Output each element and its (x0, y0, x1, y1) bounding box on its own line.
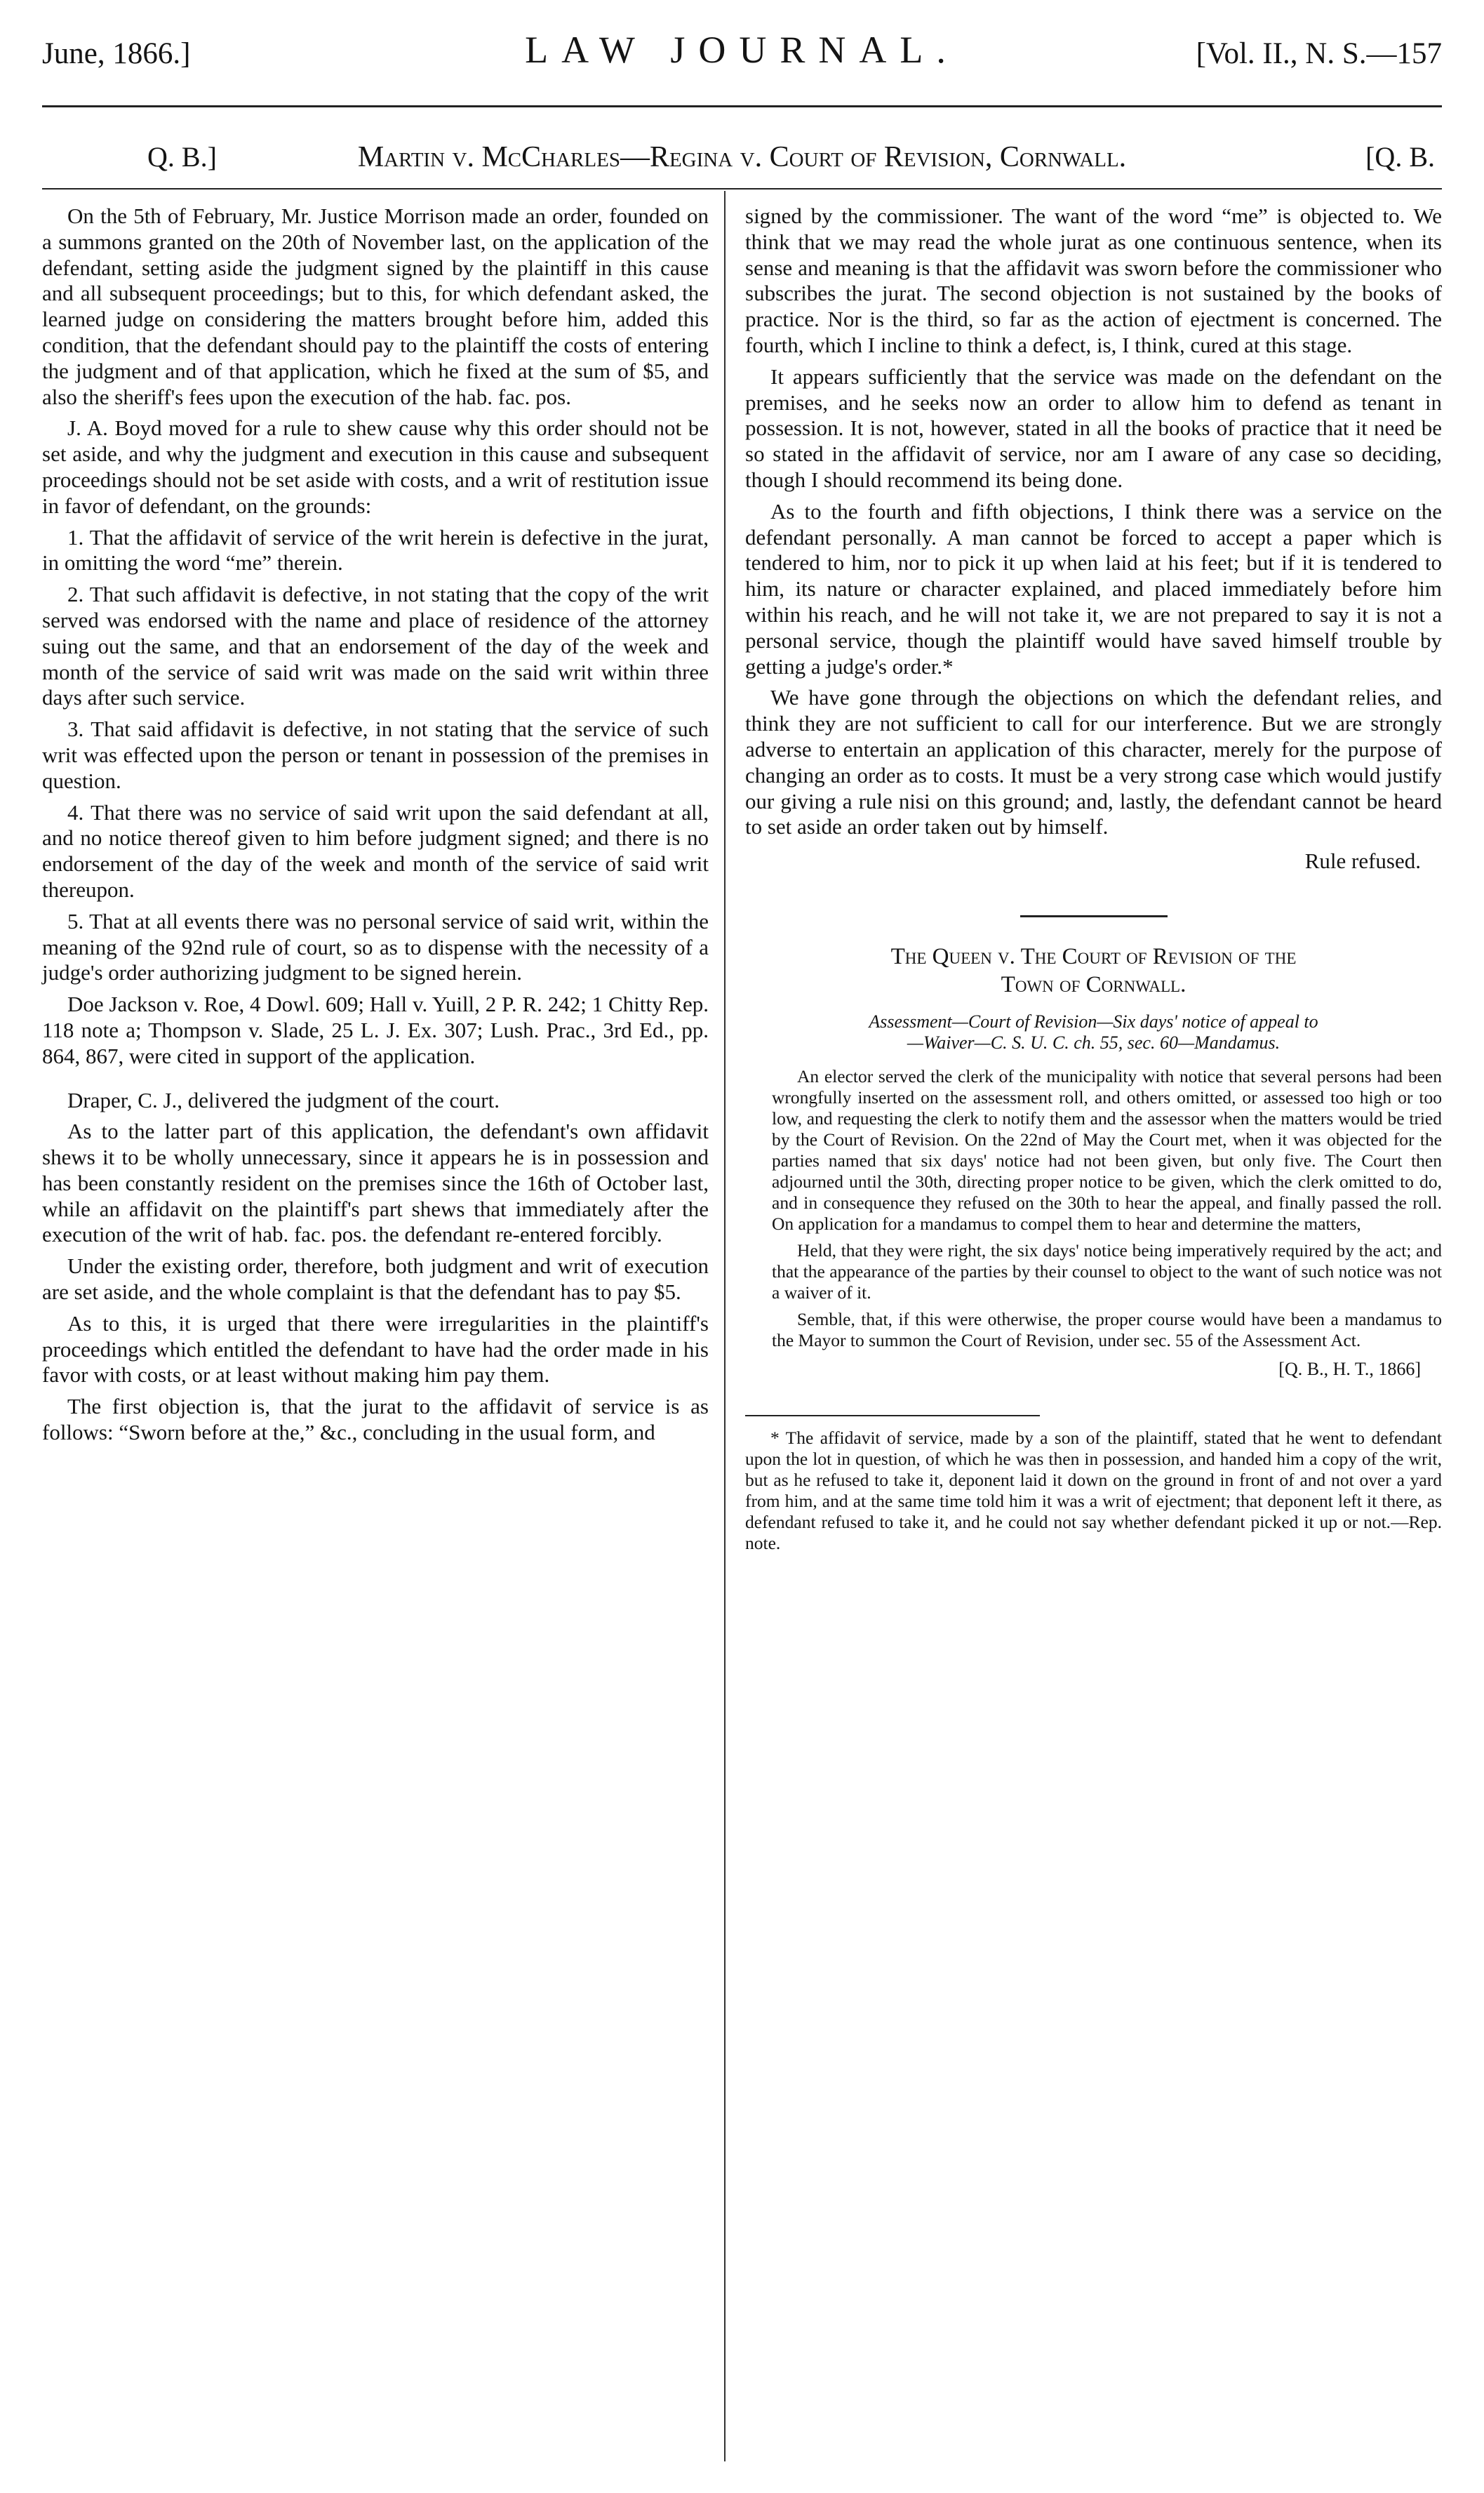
footnote-rule (745, 1415, 1040, 1416)
judgment-paragraph-8: We have gone through the objections on which the defendant relies, and think they are not sufficient to call for our interference. But we are strongly adverse to entertain an application of this character, merely for the purpose of changing an order as to costs. It must be a very strong case which would justify our giving a rule nisi on this ground; and, lastly, the defendant cannot be heard to set aside an order taken out by himself. (745, 685, 1442, 839)
cases-cited: Doe Jackson v. Roe, 4 Dowl. 609; Hall v. Yuill, 2 P. R. 242; 1 Chitty Rep. 118 note a; Thompson v. Slade, 25 L. J. Ex. 307; Lush. Prac., 3rd Ed., pp. 864, 867, were cited in support of the application. (42, 992, 709, 1068)
journal-title: LAW JOURNAL. (525, 29, 959, 71)
footnote: * The affidavit of service, made by a son of the plaintiff, stated that he went to defendant upon the lot in question, of which he was then in possession, and handed him a copy of the writ, but as he refused to take it, deponent laid it down on the ground in front of and not over a yard from him, and at the same time told him it was a writ of ejectment; that deponent left it there, as defendant refused to take it, and he could not say whether defendant picked it up or not.—Rep. note. (745, 1427, 1442, 1553)
volume-page: [Vol. II., N. S.—157 (1196, 37, 1442, 70)
ground-5: 5. That at all events there was no personal service of said writ, within the meaning of the 92nd rule of court, so as to dispense with the necessity of a judge's order authorizing judgment to be signed herein. (42, 908, 709, 985)
headnote-semble: Semble, that, if this were otherwise, the proper course would have been a mandamus to the Mayor to summon the Court of Revision, under sec. 55 of the Assessment Act. (772, 1308, 1442, 1350)
subheader-rule (42, 188, 1442, 190)
headnote-held: Held, that they were right, the six days' notice being imperatively required by the act; and that the appearance of the parties by their counsel to object to the want of such notice was not a waiver of it. (772, 1239, 1442, 1303)
case-keywords-line-1: Assessment—Court of Revision—Six days' notice of appeal to (869, 1011, 1318, 1032)
case-separator (1020, 915, 1168, 917)
column-divider (724, 191, 726, 2461)
case-header (42, 140, 1442, 182)
court-right: [Q. B. (1365, 141, 1435, 173)
second-case-title (745, 943, 1442, 999)
judgment-paragraph-6: It appears sufficiently that the service was made on the defendant on the premises, and he seeks now an order to allow him to defend as tenant in possession. It is not, however, stated in all the books of practice that it need be so stated in the affidavit of service, nor am I aware of any case so deciding, though I should recommend its being done. (745, 364, 1442, 492)
case-keywords-line-2: —Waiver—C. S. U. C. ch. 55, sec. 60—Mandamus. (907, 1032, 1281, 1053)
running-header (42, 28, 1442, 84)
judgment-intro: Draper, C. J., delivered the judgment of the court. (67, 1087, 500, 1112)
ground-1: 1. That the affidavit of service of the writ herein is defective in the jurat, in omitting the word “me” therein. (42, 524, 709, 576)
headnote-facts: An elector served the clerk of the municipality with notice that several persons had been wrongfully inserted on the assessment roll, and others omitted, or assessed too high or too low, and requesting the clerk to notify them and the assessor when the matters would be tried by the Court of Revision. On the 22nd of May the Court met, when it was objected for the parties named that six days' notice had not been given, but only five. The Court then adjourned until the 30th, directing proper notice to be given, which the clerk omitted to do, and in consequence they refused on the 30th to hear the appeal, and finally passed the roll. On application for a mandamus to compel them to hear and determine the matters, (772, 1065, 1442, 1234)
case-names: Martin v. McCharles—Regina v. Court of Revision, Cornwall. (357, 141, 1127, 173)
issue-date: June, 1866.] (42, 37, 191, 70)
judgment-paragraph-2: Under the existing order, therefore, both judgment and writ of execution are set aside, and the whole complaint is that the defendant has to pay $5. (42, 1254, 709, 1305)
second-case-title-line-1: The Queen v. The Court of Revision of the (890, 943, 1297, 969)
ground-3: 3. That said affidavit is defective, in not stating that the service of such writ was effected upon the person or tenant in possession of the premises in question. (42, 717, 709, 793)
header-rule (42, 105, 1442, 107)
order-paragraph: On the 5th of February, Mr. Justice Morrison made an order, founded on a summons granted on the 20th of November last, on the application of the defendant, setting aside the judgment signed by the plaintiff in this cause and all subsequent proceedings; but to this, for which defendant asked, the learned judge on considering the matters brought before him, added this condition, that the defendant should pay to the plaintiff the costs of entering the judgment and of that application, which he fixed at the sum of $5, and also the sheriff's fees upon the execution of the hab. fac. pos. (42, 204, 709, 409)
judgment-paragraph-7: As to the fourth and fifth objections, I think there was a service on the defendant personally. A man cannot be forced to accept a paper which is tendered to him, nor to pick it up when laid at his feet; but if it is tendered to him, its nature or character explained, and placed immediately before him within his reach, and he will not take it, we are not prepared to say it is not a personal service, though the plaintiff would have saved himself trouble by getting a judge's order.* (745, 498, 1442, 679)
second-case-title-line-2: Town of Cornwall. (1001, 971, 1186, 997)
judgment-paragraph-5: signed by the commissioner. The want of the word “me” is objected to. We think that we may read the whole jurat as one continuous sentence, when its sense and meaning is that the affidavit was sworn before the commissioner who subscribes the jurat. The second objection is not sustained by the books of practice. Nor is the third, so far as the action of ejectment is concerned. The fourth, which I incline to think a defect, is, I think, cured at this stage. (745, 204, 1442, 357)
ruling: Rule refused. (1304, 849, 1421, 874)
term-reference: [Q. B., H. T., 1866] (1278, 1358, 1421, 1379)
judgment-paragraph-4: The first objection is, that the jurat to the affidavit of service is as follows: “Sworn before at the,” &c., concluding in the usual form, and (42, 1394, 709, 1445)
right-column (745, 204, 1442, 1560)
case-keywords (745, 1011, 1442, 1053)
judgment-paragraph-3: As to this, it is urged that there were irregularities in the plaintiff's proceedings which entitled the defendant to have had the order made in his favor with costs, or at least without making him pay them. (42, 1310, 709, 1388)
court-left: Q. B.] (147, 141, 217, 173)
ground-4: 4. That there was no service of said writ upon the said defendant at all, and no notice thereof given to him before judgment signed; and there is no endorsement of the day of the week and month of the service of said writ thereupon. (42, 799, 709, 902)
left-column (42, 204, 709, 1451)
judgment-paragraph-1: As to the latter part of this application, the defendant's own affidavit shews it to be wholly unnecessary, since it appears he is in possession and has been constantly resident on the premises since the 16th of October last, while an affidavit on the plaintiff's part shews that immediately after the execution of the writ of hab. fac. pos. the defendant re-entered forcibly. (42, 1119, 709, 1247)
motion-paragraph: J. A. Boyd moved for a rule to shew cause why this order should not be set aside, and why the judgment and execution in this cause and subsequent proceedings should not be set aside with costs, and a writ of restitution issue in favor of defendant, on the grounds: (42, 416, 709, 518)
ground-2: 2. That such affidavit is defective, in not stating that the copy of the writ served was endorsed with the name and place of residence of the attorney suing out the same, and that an endorsement of the day of the week and month of the service of said writ was made on the said writ within three days after such service. (42, 582, 709, 710)
